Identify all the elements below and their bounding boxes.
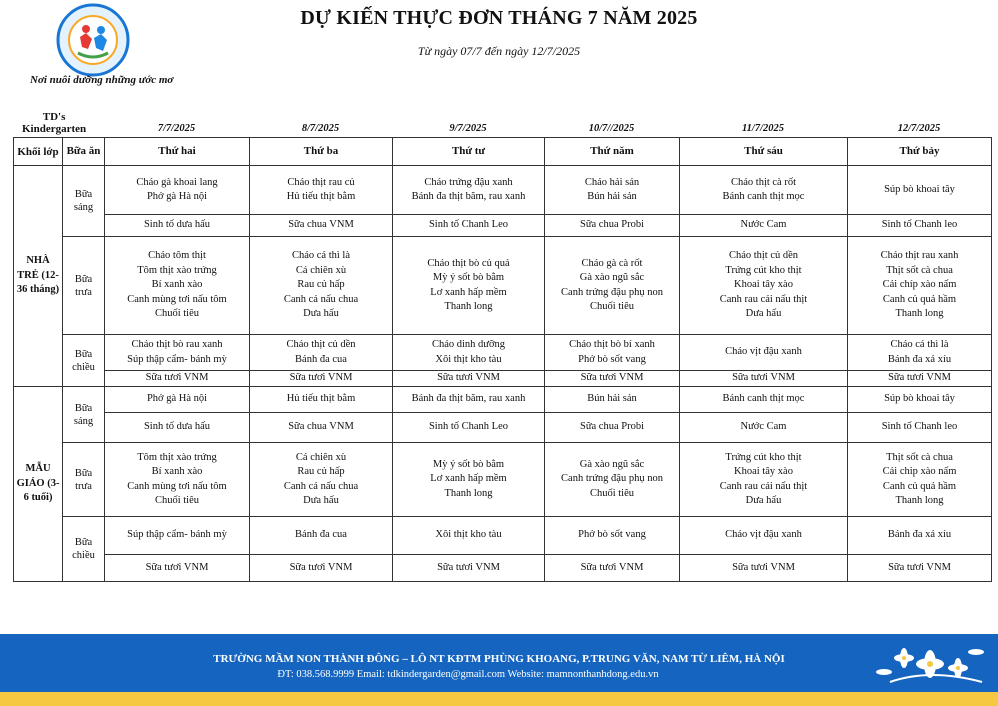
menu-cell: Cháo trứng đậu xanh Bánh đa thịt băm, rau xanh bbox=[393, 166, 545, 215]
menu-cell: Bánh đa thịt băm, rau xanh bbox=[393, 387, 545, 413]
day-column-header: Thứ hai bbox=[105, 138, 250, 166]
menu-cell: Mỳ ý sốt bò bằm Lơ xanh hấp mềm Thanh long bbox=[393, 443, 545, 517]
meal-label-cell: Bữa sáng bbox=[63, 387, 105, 443]
table-row bbox=[14, 413, 992, 443]
meal-label-cell: Bữa chiều bbox=[63, 335, 105, 387]
menu-cell: Thịt sốt cà chua Cải chip xào nấm Canh củ quả hầm Thanh long bbox=[848, 443, 992, 517]
menu-cell: Nước Cam bbox=[680, 413, 848, 443]
menu-cell: Bánh canh thịt mọc bbox=[680, 387, 848, 413]
meal-label-cell: Bữa trưa bbox=[63, 443, 105, 517]
menu-cell: Trứng cút kho thịt Khoai tây xào Canh rau cải nấu thịt Dưa hấu bbox=[680, 443, 848, 517]
menu-cell: Cháo dinh dưỡng Xôi thịt kho tàu bbox=[393, 335, 545, 371]
menu-cell: Cháo thịt bò bí xanh Phở bò sốt vang bbox=[545, 335, 680, 371]
menu-cell: Cháo thịt củ dền Bánh đa cua bbox=[250, 335, 393, 371]
menu-cell: Sữa chua Probi bbox=[545, 413, 680, 443]
menu-cell: Phở bò sốt vang bbox=[545, 517, 680, 555]
page-title: DỰ KIẾN THỰC ĐƠN THÁNG 7 NĂM 2025 bbox=[300, 7, 698, 29]
menu-cell: Bún hải sản bbox=[545, 387, 680, 413]
table-row bbox=[14, 237, 992, 335]
menu-cell: Cháo hải sản Bún hải sản bbox=[545, 166, 680, 215]
meal-column-header: Bữa ăn bbox=[63, 138, 105, 166]
menu-cell: Sữa chua VNM bbox=[250, 215, 393, 237]
date-label: 10/7//2025 bbox=[588, 123, 635, 134]
menu-cell: Bánh đa cua bbox=[250, 517, 393, 555]
menu-cell: Cháo cá thì là Cá chiên xù Rau củ hấp Canh cá nấu chua Dưa hấu bbox=[250, 237, 393, 335]
menu-cell: Cháo thịt bò rau xanh Súp thập cẩm- bánh mỳ bbox=[105, 335, 250, 371]
menu-cell: Sinh tố Chanh leo bbox=[848, 413, 992, 443]
menu-cell: Sinh tố Chanh Leo bbox=[393, 215, 545, 237]
day-column-header: Thứ tư bbox=[393, 138, 545, 166]
table-row bbox=[14, 555, 992, 582]
menu-cell: Cá chiên xù Rau củ hấp Canh cá nấu chua Dưa hấu bbox=[250, 443, 393, 517]
footer-address: TRƯỜNG MẦM NON THÀNH ĐÔNG – LÔ NT KĐTM PHÙNG KHOANG, P.TRUNG VĂN, NAM TỪ LIÊM, HÀ NỘI bbox=[213, 653, 785, 665]
menu-cell: Cháo thịt rau củ Hủ tiếu thịt bằm bbox=[250, 166, 393, 215]
footer bbox=[0, 634, 998, 692]
menu-cell: Súp thập cẩm- bánh mỳ bbox=[105, 517, 250, 555]
menu-cell: Cháo thịt rau xanh Thịt sốt cà chua Cải chíp xào nấm Canh củ quả hầm Thanh long bbox=[848, 237, 992, 335]
grade-group-cell: MẪU GIÁO (3-6 tuổi) bbox=[14, 387, 63, 582]
day-column-header: Thứ ba bbox=[250, 138, 393, 166]
table-row bbox=[14, 166, 992, 215]
meal-label-cell: Bữa trưa bbox=[63, 237, 105, 335]
meal-label-cell: Bữa sáng bbox=[63, 166, 105, 237]
date-label: 11/7/2025 bbox=[741, 123, 784, 134]
menu-cell: Sữa tươi VNM bbox=[393, 371, 545, 387]
meal-label-cell: Bữa chiều bbox=[63, 517, 105, 582]
table-row bbox=[14, 387, 992, 413]
menu-cell: Súp bò khoai tây bbox=[848, 387, 992, 413]
grade-column-header: Khối lớp bbox=[14, 138, 63, 166]
menu-cell: Nước Cam bbox=[680, 215, 848, 237]
menu-cell: Sữa tươi VNM bbox=[105, 555, 250, 582]
table-row bbox=[14, 215, 992, 237]
table-row bbox=[14, 371, 992, 387]
menu-cell: Sữa tươi VNM bbox=[393, 555, 545, 582]
menu-cell: Cháo gà cà rốt Gà xào ngũ sắc Canh trứng đậu phụ non Chuối tiêu bbox=[545, 237, 680, 335]
footer-accent-bar bbox=[0, 692, 998, 706]
menu-cell: Sữa tươi VNM bbox=[105, 371, 250, 387]
menu-cell: Sinh tố dưa hấu bbox=[105, 413, 250, 443]
day-column-header: Thứ sáu bbox=[680, 138, 848, 166]
date-label: 9/7/2025 bbox=[449, 123, 487, 134]
day-column-header: Thứ bảy bbox=[848, 138, 992, 166]
date-label: 8/7/2025 bbox=[301, 123, 340, 134]
menu-cell: Cháo thịt củ dền Trứng cút kho thịt Khoai tây xào Canh rau cải nấu thịt Dưa hấu bbox=[680, 237, 848, 335]
menu-cell: Cháo tôm thịt Tôm thịt xào trứng Bí xanh xào Canh mùng tơi nấu tôm Chuối tiêu bbox=[105, 237, 250, 335]
menu-cell: Bánh đa xá xíu bbox=[848, 517, 992, 555]
date-row bbox=[0, 123, 998, 137]
flower-decoration-icon bbox=[870, 638, 990, 690]
table-row bbox=[14, 517, 992, 555]
menu-cell: Cháo cá thì là Bánh đa xá xíu bbox=[848, 335, 992, 371]
menu-cell: Cháo thịt cà rốt Bánh canh thịt mọc bbox=[680, 166, 848, 215]
menu-cell: Hủ tiếu thịt bằm bbox=[250, 387, 393, 413]
menu-cell: Sữa tươi VNM bbox=[250, 555, 393, 582]
menu-cell: Sữa chua VNM bbox=[250, 413, 393, 443]
menu-cell: Súp bò khoai tây bbox=[848, 166, 992, 215]
menu-cell: Sữa tươi VNM bbox=[545, 371, 680, 387]
menu-cell: Tôm thịt xào trứng Bí xanh xào Canh mùng tơi nấu tôm Chuối tiêu bbox=[105, 443, 250, 517]
menu-cell: Sữa tươi VNM bbox=[545, 555, 680, 582]
table-row bbox=[14, 335, 992, 371]
day-column-header: Thứ năm bbox=[545, 138, 680, 166]
menu-cell: Cháo gà khoai lang Phở gà Hà nội bbox=[105, 166, 250, 215]
menu-cell: Sữa tươi VNM bbox=[680, 371, 848, 387]
menu-cell: Sinh tố Chanh leo bbox=[848, 215, 992, 237]
menu-cell: Cháo vịt đậu xanh bbox=[680, 335, 848, 371]
menu-cell: Sữa chua Probi bbox=[545, 215, 680, 237]
menu-cell: Phở gà Hà nội bbox=[105, 387, 250, 413]
menu-cell: Sinh tố dưa hấu bbox=[105, 215, 250, 237]
menu-cell: Cháo vịt đậu xanh bbox=[680, 517, 848, 555]
menu-cell: Gà xào ngũ sắc Canh trứng đậu phụ non Chuối tiêu bbox=[545, 443, 680, 517]
menu-cell: Xôi thịt kho tàu bbox=[393, 517, 545, 555]
menu-cell: Sinh tố Chanh Leo bbox=[393, 413, 545, 443]
menu-table bbox=[13, 137, 992, 582]
menu-cell: Cháo thịt bò củ quả Mỳ ý sốt bò bằm Lơ xanh hấp mềm Thanh long bbox=[393, 237, 545, 335]
table-row bbox=[14, 443, 992, 517]
footer-contact: ĐT: 038.568.9999 Email: tdkindergarden@gmail.com Website: mamnonthanhdong.edu.vn bbox=[277, 669, 659, 680]
menu-cell: Sữa tươi VNM bbox=[680, 555, 848, 582]
menu-cell: Sữa tươi VNM bbox=[848, 371, 992, 387]
date-label: 7/7/2025 bbox=[157, 123, 196, 134]
table-header-row bbox=[14, 138, 992, 166]
grade-group-cell: NHÀ TRẺ (12-36 tháng) bbox=[14, 166, 63, 387]
school-name-line1: TD's bbox=[42, 111, 66, 123]
menu-cell: Sữa tươi VNM bbox=[848, 555, 992, 582]
menu-cell: Sữa tươi VNM bbox=[250, 371, 393, 387]
date-range: Từ ngày 07/7 đến ngày 12/7/2025 bbox=[417, 44, 581, 58]
school-name-line2: Kindergarten bbox=[22, 123, 87, 135]
date-label: 12/7/2025 bbox=[897, 123, 941, 134]
school-tagline: Nơi nuôi dưỡng những ước mơ bbox=[30, 74, 174, 86]
